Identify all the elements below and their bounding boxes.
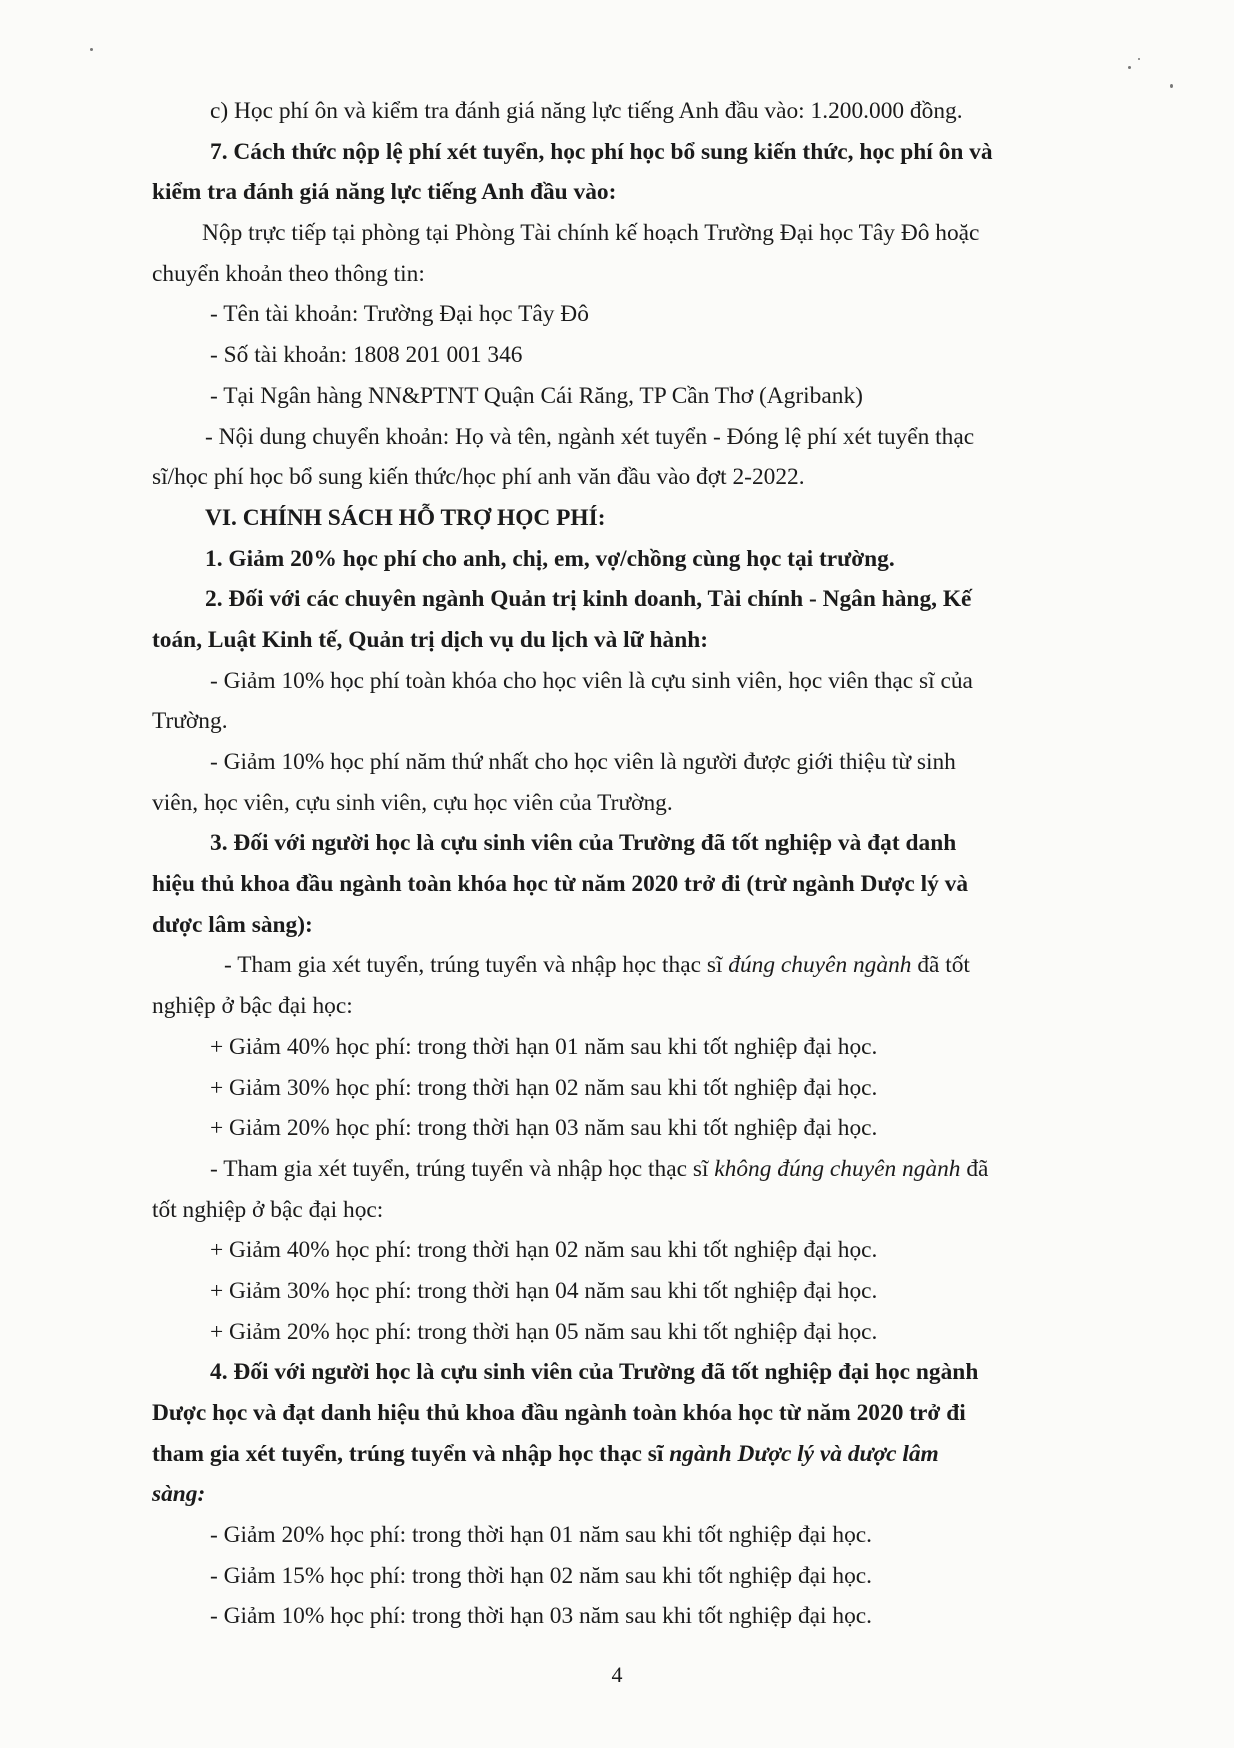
text-line	[152, 1197, 1124, 1223]
text-span: 7. Cách thức nộp lệ phí xét tuyển, học phí học bổ sung kiến thức, học phí ôn và	[210, 138, 993, 165]
text-line	[152, 1319, 1124, 1345]
text-line	[152, 546, 1124, 572]
text-line	[152, 912, 1124, 938]
text-line	[152, 1400, 1124, 1426]
text-line	[152, 139, 1124, 165]
italic-span: đúng chuyên ngành	[728, 952, 912, 979]
text-line	[152, 993, 1124, 1019]
text-line	[152, 220, 1124, 246]
text-span: nghiệp ở bậc đại học:	[152, 993, 353, 1020]
text-line	[152, 830, 1124, 856]
text-line	[152, 749, 1124, 775]
italic-span: ngành Dược lý và dược lâm	[669, 1440, 939, 1467]
text-line	[152, 1522, 1124, 1548]
text-span: + Giảm 30% học phí: trong thời hạn 02 năm sau khi tốt nghiệp đại học.	[210, 1074, 878, 1101]
text-span: Trường.	[152, 708, 228, 735]
text-span: đã	[960, 1155, 989, 1182]
text-line	[152, 1563, 1124, 1589]
text-span: + Giảm 20% học phí: trong thời hạn 03 năm sau khi tốt nghiệp đại học.	[210, 1115, 878, 1142]
text-span: - Tham gia xét tuyển, trúng tuyển và nhập học thạc sĩ	[224, 952, 729, 979]
text-span: 1. Giảm 20% học phí cho anh, chị, em, vợ/chồng cùng học tại trường.	[205, 545, 895, 572]
text-span: VI. CHÍNH SÁCH HỖ TRỢ HỌC PHÍ:	[205, 504, 606, 531]
scan-speck	[1128, 66, 1131, 69]
text-line	[152, 1278, 1124, 1304]
text-line	[152, 790, 1124, 816]
text-line	[152, 342, 1124, 368]
text-line	[152, 1359, 1124, 1385]
scan-speck	[1170, 84, 1173, 88]
text-line	[152, 668, 1124, 694]
text-span: - Số tài khoản: 1808 201 001 346	[210, 342, 523, 369]
text-span: 3. Đối với người học là cựu sinh viên của Trường đã tốt nghiệp và đạt danh	[210, 830, 957, 857]
scan-speck	[90, 48, 93, 51]
text-span: - Giảm 20% học phí: trong thời hạn 01 năm sau khi tốt nghiệp đại học.	[210, 1522, 872, 1549]
text-span: - Nội dung chuyển khoản: Họ và tên, ngành xét tuyển - Đóng lệ phí xét tuyển thạc	[205, 423, 975, 450]
text-line	[152, 1237, 1124, 1263]
text-span: c) Học phí ôn và kiểm tra đánh giá năng lực tiếng Anh đầu vào: 1.200.000 đồng.	[210, 98, 963, 124]
text-line	[152, 1075, 1124, 1101]
text-span: dược lâm sàng):	[152, 911, 313, 938]
text-line	[152, 1481, 1124, 1507]
text-line	[152, 1156, 1124, 1182]
page-number: 4	[611, 1662, 623, 1687]
text-span: + Giảm 40% học phí: trong thời hạn 01 năm sau khi tốt nghiệp đại học.	[210, 1033, 878, 1060]
text-line	[152, 1115, 1124, 1141]
text-line	[152, 871, 1124, 897]
text-span: - Tham gia xét tuyển, trúng tuyển và nhập học thạc sĩ	[210, 1155, 715, 1182]
text-line	[152, 424, 1124, 450]
text-line	[152, 383, 1124, 409]
text-span: - Giảm 10% học phí năm thứ nhất cho học viên là người được giới thiệu từ sinh	[210, 749, 956, 775]
text-span: - Giảm 10% học phí: trong thời hạn 03 năm sau khi tốt nghiệp đại học.	[210, 1603, 872, 1630]
text-span: + Giảm 20% học phí: trong thời hạn 05 năm sau khi tốt nghiệp đại học.	[210, 1318, 878, 1345]
text-span: kiểm tra đánh giá năng lực tiếng Anh đầu vào:	[152, 179, 617, 206]
document-body	[152, 98, 1124, 1644]
text-line	[152, 301, 1124, 327]
scan-speck	[1138, 58, 1140, 60]
text-span: hiệu thủ khoa đầu ngành toàn khóa học từ năm 2020 trở đi (trừ ngành Dược lý và	[152, 871, 969, 898]
text-line	[152, 1034, 1124, 1060]
text-line	[152, 464, 1124, 490]
text-span: sĩ/học phí học bổ sung kiến thức/học phí anh văn đầu vào đợt 2-2022.	[152, 464, 805, 491]
text-span: + Giảm 40% học phí: trong thời hạn 02 năm sau khi tốt nghiệp đại học.	[210, 1237, 878, 1264]
text-line	[152, 627, 1124, 653]
text-span: - Giảm 15% học phí: trong thời hạn 02 năm sau khi tốt nghiệp đại học.	[210, 1562, 872, 1589]
text-span: 4. Đối với người học là cựu sinh viên của Trường đã tốt nghiệp đại học ngành	[210, 1359, 979, 1386]
text-span: tốt nghiệp ở bậc đại học:	[152, 1196, 384, 1223]
italic-span: sàng:	[152, 1481, 206, 1508]
text-span: viên, học viên, cựu sinh viên, cựu học viên của Trường.	[152, 789, 673, 816]
text-span: 2. Đối với các chuyên ngành Quản trị kinh doanh, Tài chính - Ngân hàng, Kế	[205, 586, 972, 613]
text-span: chuyển khoản theo thông tin:	[152, 260, 425, 287]
text-span: tham gia xét tuyển, trúng tuyển và nhập học thạc sĩ	[152, 1440, 670, 1467]
text-span: - Tại Ngân hàng NN&PTNT Quận Cái Răng, TP Cần Thơ (Agribank)	[210, 382, 863, 409]
text-span: - Giảm 10% học phí toàn khóa cho học viên là cựu sinh viên, học viên thạc sĩ của	[210, 667, 973, 694]
text-span: - Tên tài khoản: Trường Đại học Tây Đô	[210, 301, 589, 328]
text-span: toán, Luật Kinh tế, Quản trị dịch vụ du lịch và lữ hành:	[152, 626, 709, 653]
text-span: đã tốt	[911, 952, 970, 979]
text-line	[152, 179, 1124, 205]
text-line	[152, 1603, 1124, 1629]
text-span: + Giảm 30% học phí: trong thời hạn 04 năm sau khi tốt nghiệp đại học.	[210, 1277, 878, 1304]
text-line	[152, 261, 1124, 287]
text-line	[152, 708, 1124, 734]
text-span: Nộp trực tiếp tại phòng tại Phòng Tài chính kế hoạch Trường Đại học Tây Đô hoặc	[202, 220, 980, 247]
text-line	[152, 952, 1124, 978]
text-line	[152, 98, 1124, 124]
italic-span: không đúng chuyên ngành	[714, 1155, 961, 1182]
text-line	[152, 1441, 1124, 1467]
text-line	[152, 586, 1124, 612]
text-line	[152, 505, 1124, 531]
text-span: Dược học và đạt danh hiệu thủ khoa đầu ngành toàn khóa học từ năm 2020 trở đi	[152, 1400, 966, 1426]
